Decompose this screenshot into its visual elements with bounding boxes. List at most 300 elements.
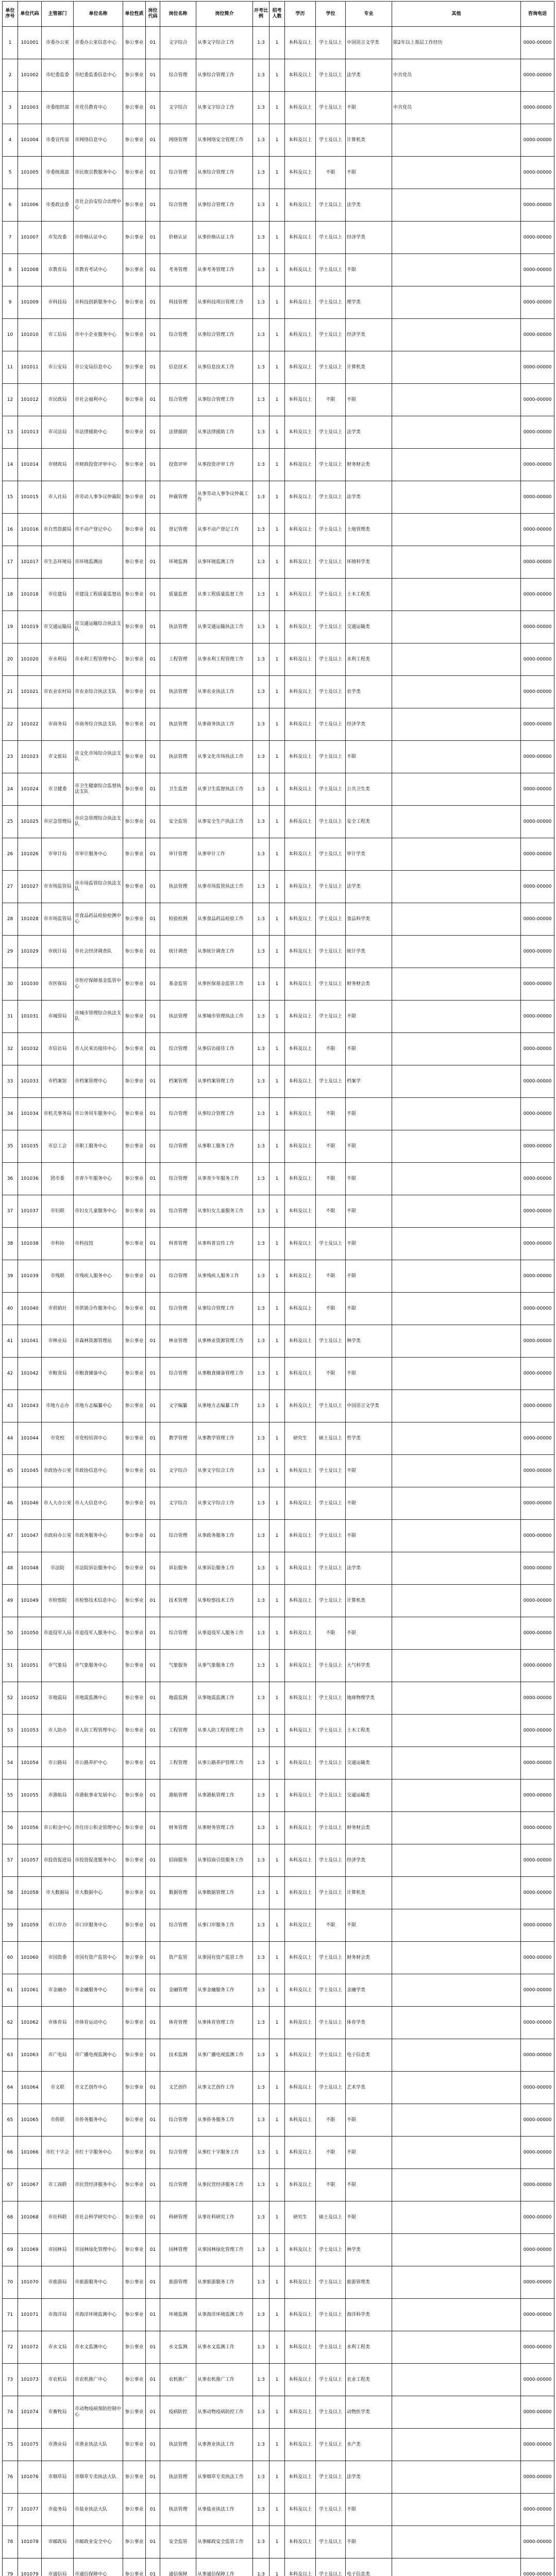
table-cell: 1	[269, 1812, 285, 1844]
table-row	[3, 384, 554, 416]
table-cell: 1:3	[253, 1780, 269, 1812]
table-cell: 从事社科研究工作	[196, 2201, 253, 2234]
table-cell: 市财政局	[42, 449, 74, 481]
table-cell: 101023	[18, 741, 42, 773]
table-cell: 1:3	[253, 2169, 269, 2201]
table-cell: 0000-00000	[521, 286, 554, 319]
table-cell: 0000-00000	[521, 416, 554, 449]
table-cell: 法学类	[346, 59, 392, 92]
table-cell	[392, 2039, 521, 2072]
table-row	[3, 1780, 554, 1812]
table-cell: 参公事业	[123, 676, 146, 708]
table-cell: 1	[269, 2169, 285, 2201]
table-cell: 0000-00000	[521, 2072, 554, 2104]
table-cell: 1:3	[253, 351, 269, 384]
table-cell: 1:3	[253, 189, 269, 222]
table-cell: 101048	[18, 1552, 42, 1585]
table-cell	[392, 2558, 521, 2576]
table-cell: 参公事业	[123, 2331, 146, 2364]
table-cell: 网络管理	[160, 124, 196, 157]
table-cell: 执法管理	[160, 741, 196, 773]
table-cell: 参公事业	[123, 481, 146, 514]
table-cell: 市人大办公室	[42, 1487, 74, 1520]
table-cell: 15	[3, 481, 18, 514]
table-cell: 01	[146, 1682, 160, 1715]
table-cell: 学士及以上	[316, 286, 346, 319]
table-cell: 本科及以上	[285, 2429, 316, 2461]
table-cell: 01	[146, 2007, 160, 2039]
table-cell	[392, 1422, 521, 1455]
table-cell: 本科及以上	[285, 481, 316, 514]
table-cell: 01	[146, 546, 160, 579]
table-cell: 本科及以上	[285, 579, 316, 611]
table-cell: 1:3	[253, 2072, 269, 2104]
table-cell: 0000-00000	[521, 2494, 554, 2526]
table-cell: 参公事业	[123, 1682, 146, 1715]
table-cell: 27	[3, 871, 18, 903]
table-row	[3, 2137, 554, 2169]
table-cell: 不限	[316, 2137, 346, 2169]
table-cell: 01	[146, 1228, 160, 1260]
table-row	[3, 871, 554, 903]
table-cell: 本科及以上	[285, 27, 316, 59]
table-cell	[392, 1098, 521, 1130]
table-cell: 9	[3, 286, 18, 319]
table-cell: 01	[146, 1033, 160, 1065]
table-cell: 0000-00000	[521, 2526, 554, 2558]
table-cell: 01	[146, 1293, 160, 1325]
table-cell: 学士及以上	[316, 1487, 346, 1520]
table-cell: 不限	[346, 2137, 392, 2169]
table-cell: 参公事业	[123, 2266, 146, 2299]
table-cell: 0000-00000	[521, 579, 554, 611]
table-cell: 参公事业	[123, 838, 146, 871]
table-cell: 从事渔业执法工作	[196, 2429, 253, 2461]
table-cell: 101013	[18, 416, 42, 449]
table-cell: 参公事业	[123, 2364, 146, 2396]
table-cell: 从事商务执法工作	[196, 708, 253, 741]
table-cell: 学士及以上	[316, 1325, 346, 1358]
table-cell	[392, 2299, 521, 2331]
table-cell: 不限	[346, 157, 392, 189]
table-cell: 市社会经济调查队	[74, 936, 123, 968]
table-cell: 参公事业	[123, 2104, 146, 2137]
table-cell: 中共党员	[392, 59, 521, 92]
table-cell: 从事旅游服务工作	[196, 2266, 253, 2299]
table-cell: 学士及以上	[316, 1390, 346, 1422]
table-cell: 市侨务服务中心	[74, 2104, 123, 2137]
table-cell: 市职工服务中心	[74, 1130, 123, 1163]
table-cell: 1	[269, 1487, 285, 1520]
table-cell: 本科及以上	[285, 2266, 316, 2299]
table-cell: 不限	[346, 1195, 392, 1228]
table-cell: 市投资促进服务中心	[74, 1844, 123, 1877]
table-cell: 学士及以上	[316, 1520, 346, 1552]
table-cell: 本科及以上	[285, 222, 316, 254]
table-cell: 01	[146, 2266, 160, 2299]
table-cell: 市住房公积金管理中心	[74, 1812, 123, 1844]
table-cell: 硕士及以上	[316, 2201, 346, 2234]
table-cell: 67	[3, 2169, 18, 2201]
table-cell: 1:3	[253, 708, 269, 741]
table-cell: 1	[269, 1001, 285, 1033]
table-cell: 1	[269, 1422, 285, 1455]
table-cell: 市海洋局	[42, 2299, 74, 2331]
table-cell: 本科及以上	[285, 1325, 316, 1358]
table-cell: 74	[3, 2396, 18, 2429]
table-cell: 101049	[18, 1585, 42, 1617]
table-cell: 市教育局	[42, 254, 74, 286]
table-row	[3, 1844, 554, 1877]
table-cell: 市纪委监委信息中心	[74, 59, 123, 92]
table-cell: 64	[3, 2072, 18, 2104]
table-cell: 水利工程类	[346, 2331, 392, 2364]
table-cell: 1	[269, 871, 285, 903]
table-cell: 学士及以上	[316, 773, 346, 806]
table-cell	[392, 2396, 521, 2429]
table-cell: 101037	[18, 1195, 42, 1228]
table-cell: 0000-00000	[521, 124, 554, 157]
table-cell	[392, 1909, 521, 1942]
table-cell: 从事海洋环境监测工作	[196, 2299, 253, 2331]
table-cell: 1	[269, 1260, 285, 1293]
table-cell: 1	[269, 1552, 285, 1585]
table-cell: 通信保障	[160, 2558, 196, 2576]
table-cell: 土地管理类	[346, 514, 392, 546]
table-cell: 市建设工程质量监督站	[74, 579, 123, 611]
table-cell: 01	[146, 2494, 160, 2526]
table-cell: 市科技馆	[74, 1228, 123, 1260]
table-cell: 1:3	[253, 2429, 269, 2461]
table-cell: 市委统战部	[42, 157, 74, 189]
table-cell: 52	[3, 1682, 18, 1715]
table-cell: 1	[269, 1358, 285, 1390]
table-cell: 1	[269, 903, 285, 936]
table-cell: 41	[3, 1325, 18, 1358]
table-cell: 1	[269, 1585, 285, 1617]
table-row	[3, 2104, 554, 2137]
table-row	[3, 254, 554, 286]
table-row	[3, 2299, 554, 2331]
table-cell: 50	[3, 1617, 18, 1650]
table-cell: 101067	[18, 2169, 42, 2201]
table-cell: 1	[269, 2201, 285, 2234]
table-row	[3, 1974, 554, 2007]
table-cell: 本科及以上	[285, 1909, 316, 1942]
table-cell: 市科技局	[42, 286, 74, 319]
table-cell: 市工商联	[42, 2169, 74, 2201]
table-cell: 参公事业	[123, 2461, 146, 2494]
table-cell: 101060	[18, 1942, 42, 1974]
table-cell: 101045	[18, 1455, 42, 1487]
table-cell: 市社会治安综合治理中心	[74, 189, 123, 222]
table-row	[3, 968, 554, 1001]
table-cell: 1	[269, 611, 285, 643]
table-cell	[392, 643, 521, 676]
table-cell: 水文监测	[160, 2331, 196, 2364]
table-cell: 101041	[18, 1325, 42, 1358]
table-cell	[392, 546, 521, 579]
table-cell: 市烟草专卖执法大队	[74, 2461, 123, 2494]
table-cell: 本科及以上	[285, 2299, 316, 2331]
table-cell: 1	[269, 1325, 285, 1358]
table-cell: 从事金融服务工作	[196, 1974, 253, 2007]
column-header: 学位	[316, 2, 346, 27]
table-cell: 本科及以上	[285, 2072, 316, 2104]
table-cell: 不限	[316, 1909, 346, 1942]
table-cell: 科技管理	[160, 286, 196, 319]
table-cell: 金融管理	[160, 1974, 196, 2007]
table-cell: 从事考务管理工作	[196, 254, 253, 286]
table-cell: 研究生	[285, 2201, 316, 2234]
table-cell: 本科及以上	[285, 286, 316, 319]
table-cell: 学士及以上	[316, 92, 346, 124]
table-cell: 参公事业	[123, 1390, 146, 1422]
table-cell: 101014	[18, 449, 42, 481]
table-cell: 01	[146, 773, 160, 806]
table-cell: 学士及以上	[316, 2331, 346, 2364]
table-cell: 1	[269, 2104, 285, 2137]
table-cell: 本科及以上	[285, 2007, 316, 2039]
table-cell: 58	[3, 1877, 18, 1909]
table-cell: 市人防工程管理中心	[74, 1715, 123, 1747]
table-cell: 市粮食局	[42, 1358, 74, 1390]
table-cell: 101076	[18, 2461, 42, 2494]
table-cell	[392, 1974, 521, 2007]
table-cell: 参公事业	[123, 1974, 146, 2007]
table-cell: 1:3	[253, 1487, 269, 1520]
table-cell: 01	[146, 1163, 160, 1195]
table-cell: 不限	[346, 2494, 392, 2526]
table-cell: 1	[269, 1682, 285, 1715]
table-cell: 本科及以上	[285, 1455, 316, 1487]
table-row	[3, 1650, 554, 1682]
table-cell: 1:3	[253, 1520, 269, 1552]
table-cell: 101072	[18, 2331, 42, 2364]
column-header: 开考比例	[253, 2, 269, 27]
table-cell: 法学类	[346, 2461, 392, 2494]
table-cell: 43	[3, 1390, 18, 1422]
table-cell: 6	[3, 189, 18, 222]
table-cell: 0000-00000	[521, 2039, 554, 2072]
table-cell: 本科及以上	[285, 124, 316, 157]
table-cell: 本科及以上	[285, 1163, 316, 1195]
table-row	[3, 1390, 554, 1422]
table-cell: 101056	[18, 1812, 42, 1844]
table-cell: 市农机局	[42, 2364, 74, 2396]
table-cell: 参公事业	[123, 2137, 146, 2169]
table-cell: 财务财会类	[346, 968, 392, 1001]
table-cell: 从事文字综合工作	[196, 1487, 253, 1520]
table-cell: 1	[269, 1228, 285, 1260]
table-cell: 从事信息技术工作	[196, 351, 253, 384]
table-cell: 综合管理	[160, 2137, 196, 2169]
table-row	[3, 416, 554, 449]
table-cell: 市水利工程管理中心	[74, 643, 123, 676]
table-cell: 5	[3, 157, 18, 189]
table-cell: 53	[3, 1715, 18, 1747]
table-cell: 参公事业	[123, 1358, 146, 1390]
table-cell: 01	[146, 2299, 160, 2331]
table-cell: 参公事业	[123, 1098, 146, 1130]
table-cell: 101035	[18, 1130, 42, 1163]
table-cell: 1	[269, 481, 285, 514]
table-cell: 0000-00000	[521, 1033, 554, 1065]
table-row	[3, 936, 554, 968]
table-row	[3, 189, 554, 222]
table-cell: 01	[146, 1585, 160, 1617]
table-cell: 工程管理	[160, 1715, 196, 1747]
table-cell	[392, 1130, 521, 1163]
table-cell: 市价格认证中心	[74, 222, 123, 254]
table-cell: 市发改委	[42, 222, 74, 254]
table-cell: 1	[269, 92, 285, 124]
table-cell: 中国语言文学类	[346, 27, 392, 59]
table-cell: 101075	[18, 2429, 42, 2461]
table-cell	[392, 1260, 521, 1293]
table-cell: 执法管理	[160, 611, 196, 643]
table-cell: 1:3	[253, 2526, 269, 2558]
table-cell: 1:3	[253, 449, 269, 481]
table-cell	[392, 222, 521, 254]
table-cell: 从事劳动人事争议仲裁工作	[196, 481, 253, 514]
table-cell: 参公事业	[123, 1552, 146, 1585]
table-cell: 市妇女儿童服务中心	[74, 1195, 123, 1228]
table-cell: 市商务综合执法支队	[74, 708, 123, 741]
table-cell: 参公事业	[123, 1293, 146, 1325]
table-cell: 0000-00000	[521, 1942, 554, 1974]
table-row	[3, 222, 554, 254]
table-cell: 本科及以上	[285, 384, 316, 416]
table-cell: 1	[269, 643, 285, 676]
table-cell: 执法管理	[160, 871, 196, 903]
table-row	[3, 1747, 554, 1780]
table-cell	[392, 611, 521, 643]
table-cell: 60	[3, 1942, 18, 1974]
table-cell: 本科及以上	[285, 968, 316, 1001]
table-cell: 101069	[18, 2234, 42, 2266]
table-cell: 1:3	[253, 286, 269, 319]
table-row	[3, 773, 554, 806]
table-cell: 财务管理	[160, 1812, 196, 1844]
table-cell: 66	[3, 2137, 18, 2169]
table-cell: 学士及以上	[316, 2461, 346, 2494]
table-cell: 101051	[18, 1650, 42, 1682]
table-cell: 市市场监管局	[42, 903, 74, 936]
table-cell: 101012	[18, 384, 42, 416]
table-cell: 理学类	[346, 286, 392, 319]
table-cell: 综合管理	[160, 1098, 196, 1130]
table-cell: 从事文字综合工作	[196, 1455, 253, 1487]
table-cell: 中共党员	[392, 92, 521, 124]
table-cell: 4	[3, 124, 18, 157]
table-cell: 参公事业	[123, 1780, 146, 1812]
table-cell: 1:3	[253, 968, 269, 1001]
table-cell: 市人大信息中心	[74, 1487, 123, 1520]
table-cell: 综合管理	[160, 319, 196, 351]
table-cell: 0000-00000	[521, 1552, 554, 1585]
table-cell: 学士及以上	[316, 59, 346, 92]
table-cell: 101031	[18, 1001, 42, 1033]
table-cell: 01	[146, 579, 160, 611]
table-cell: 本科及以上	[285, 449, 316, 481]
table-cell: 101050	[18, 1617, 42, 1650]
table-cell: 01	[146, 936, 160, 968]
table-cell: 参公事业	[123, 59, 146, 92]
table-cell: 3	[3, 92, 18, 124]
column-header: 其他	[392, 2, 521, 27]
table-cell: 1:3	[253, 643, 269, 676]
table-cell: 执法管理	[160, 676, 196, 708]
table-cell: 19	[3, 611, 18, 643]
table-cell: 101021	[18, 676, 42, 708]
table-cell	[392, 1844, 521, 1877]
table-cell: 学士及以上	[316, 1682, 346, 1715]
table-cell: 学士及以上	[316, 449, 346, 481]
table-cell: 1:3	[253, 1974, 269, 2007]
table-cell: 参公事业	[123, 1195, 146, 1228]
table-cell: 综合管理	[160, 384, 196, 416]
table-cell: 学士及以上	[316, 2234, 346, 2266]
table-cell: 市城管局	[42, 1001, 74, 1033]
table-cell: 1:3	[253, 1422, 269, 1455]
table-cell: 1:3	[253, 1844, 269, 1877]
table-cell: 学士及以上	[316, 319, 346, 351]
table-cell: 1:3	[253, 27, 269, 59]
table-cell: 市公务用车服务中心	[74, 1098, 123, 1130]
table-cell: 登记管理	[160, 514, 196, 546]
table-row	[3, 157, 554, 189]
table-cell: 本科及以上	[285, 2526, 316, 2558]
recruitment-table	[2, 1, 554, 2576]
column-header: 岗位名称	[160, 2, 196, 27]
table-cell: 法学类	[346, 871, 392, 903]
table-cell: 0000-00000	[521, 2364, 554, 2396]
table-cell: 01	[146, 643, 160, 676]
table-cell: 不限	[346, 1487, 392, 1520]
table-cell: 文字综合	[160, 27, 196, 59]
table-cell: 0000-00000	[521, 222, 554, 254]
table-cell: 1	[269, 1844, 285, 1877]
table-cell: 23	[3, 741, 18, 773]
table-row	[3, 1552, 554, 1585]
table-cell	[392, 1520, 521, 1552]
table-cell: 77	[3, 2494, 18, 2526]
table-cell: 1	[269, 2558, 285, 2576]
table-cell: 01	[146, 1617, 160, 1650]
table-cell: 101078	[18, 2526, 42, 2558]
table-cell: 本科及以上	[285, 351, 316, 384]
table-cell: 1	[269, 2266, 285, 2299]
table-cell: 101073	[18, 2364, 42, 2396]
table-cell: 学士及以上	[316, 643, 346, 676]
table-cell	[392, 968, 521, 1001]
table-cell: 不限	[346, 1617, 392, 1650]
table-cell: 本科及以上	[285, 1098, 316, 1130]
table-cell: 101025	[18, 806, 42, 838]
table-cell: 10	[3, 319, 18, 351]
table-cell: 市港航事业发展中心	[74, 1780, 123, 1812]
table-cell: 市法院	[42, 1552, 74, 1585]
table-cell: 参公事业	[123, 1422, 146, 1455]
table-cell: 0000-00000	[521, 351, 554, 384]
table-row	[3, 1715, 554, 1747]
table-cell: 从事诉讼服务工作	[196, 1552, 253, 1585]
table-cell: 1:3	[253, 2299, 269, 2331]
table-cell: 01	[146, 59, 160, 92]
table-cell: 硕士及以上	[316, 1422, 346, 1455]
table-cell: 101074	[18, 2396, 42, 2429]
